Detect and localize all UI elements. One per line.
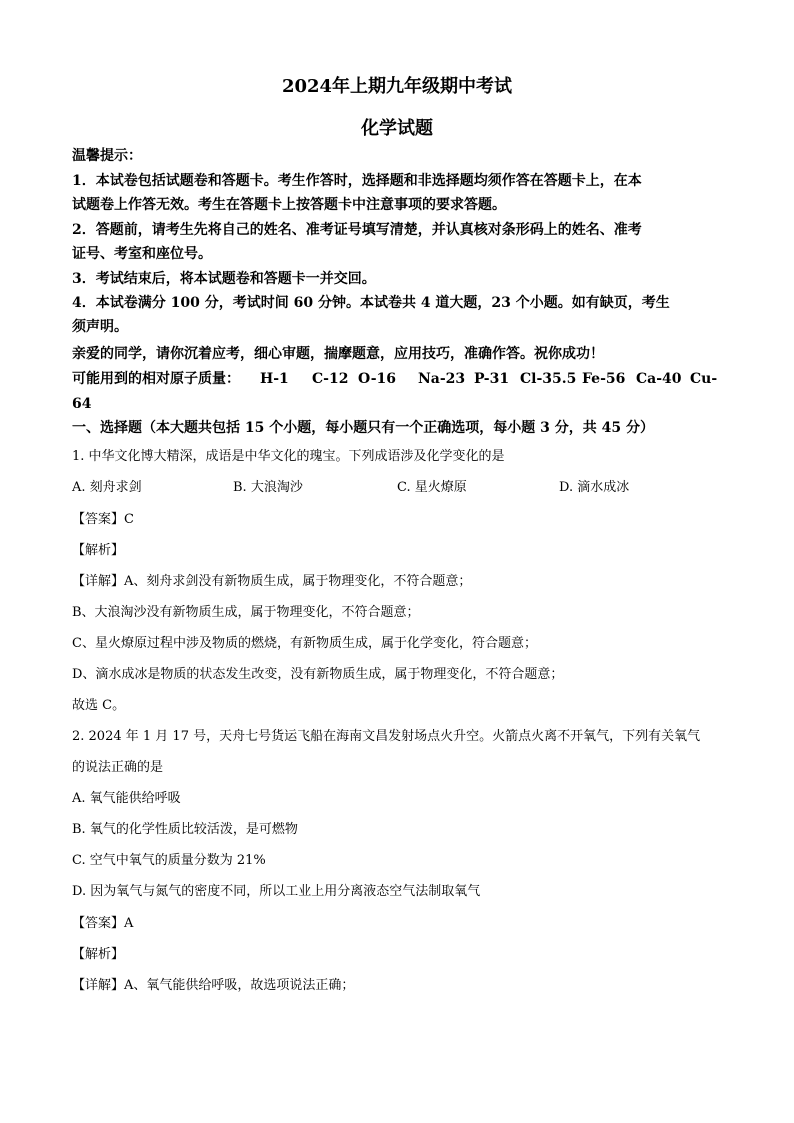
q2-analysis-tag: 【解析】 xyxy=(72,947,125,962)
q2-stem-line-2: 的说法正确的是 xyxy=(72,760,164,775)
notice-line-8: 亲爱的同学，请你沉着应考，细心审题，揣摩题意，应用技巧，准确作答。祝你成功！ xyxy=(72,346,604,362)
answer-tag: 【答案】 xyxy=(72,512,125,527)
atomic-mass-h: H-1 xyxy=(260,371,289,387)
notice-line-2: 试题卷上作答无效。考生在答题卡上按答题卡中注意事项的要求答题。 xyxy=(72,197,506,213)
q1-option-b: B. 大浪淘沙 xyxy=(233,480,303,495)
atomic-mass-na: Na-23 xyxy=(418,371,466,387)
detail-tag: 【详解】 xyxy=(72,574,125,589)
atomic-mass-cu: Cu- xyxy=(690,371,718,387)
atomic-mass-fe: Fe-56 xyxy=(582,371,626,387)
page-subtitle: 化学试题 xyxy=(361,118,433,139)
notice-line-4: 证号、考室和座位号。 xyxy=(72,246,212,262)
detail-text: A、刻舟求剑没有新物质生成，属于物理变化，不符合题意； xyxy=(124,574,472,589)
q1-detail-b: B、大浪淘沙没有新物质生成，属于物理变化，不符合题意； xyxy=(72,605,420,620)
answer-value: A xyxy=(124,916,134,931)
notice-line-7: 须声明。 xyxy=(72,319,128,335)
q1-answer xyxy=(72,511,134,529)
notice-line-5: 3．考试结束后，将本试题卷和答题卡一并交回。 xyxy=(72,271,376,287)
section-heading: 一、选择题（本大题共包括 15 个小题，每小题只有一个正确选项，每小题 3 分，共 45 分） xyxy=(72,420,654,436)
page-title: 2024年上期九年级期中考试 xyxy=(281,76,513,97)
q1-conclusion: 故选 C。 xyxy=(72,698,126,713)
atomic-mass-cu-value: 64 xyxy=(72,396,92,412)
atomic-mass-ca: Ca-40 xyxy=(636,371,682,387)
q1-option-d: D. 滴水成冰 xyxy=(559,480,630,495)
answer-tag: 【答案】 xyxy=(72,916,125,931)
notice-line-3: 2．答题前，请考生先将自己的姓名、准考证号填写清楚，并认真核对条形码上的姓名、准考 xyxy=(72,222,642,238)
atomic-mass-p: P-31 xyxy=(474,371,510,387)
notice-line-1: 1．本试卷包括试题卷和答题卡。考生作答时，选择题和非选择题均须作答在答题卡上，在本 xyxy=(72,173,642,189)
q2-option-a: A. 氧气能供给呼吸 xyxy=(72,791,181,806)
q2-option-c: C. 空气中氧气的质量分数为 21% xyxy=(72,853,266,868)
q2-option-d: D. 因为氧气与氮气的密度不同，所以工业上用分离液态空气法制取氧气 xyxy=(72,884,481,899)
q1-option-c: C. 星火燎原 xyxy=(397,480,467,495)
q2-option-b: B. 氧气的化学性质比较活泼，是可燃物 xyxy=(72,822,298,837)
q1-analysis-tag: 【解析】 xyxy=(72,543,125,558)
q1-detail-d: D、滴水成冰是物质的状态发生改变，没有新物质生成，属于物理变化，不符合题意； xyxy=(72,667,564,682)
q2-answer xyxy=(72,915,133,933)
atomic-mass-cl: Cl-35.5 xyxy=(520,371,577,387)
notice-heading: 温馨提示： xyxy=(72,148,142,164)
q1-stem: 1. 中华文化博大精深，成语是中华文化的瑰宝。下列成语涉及化学变化的是 xyxy=(72,449,505,464)
atomic-mass-c: C-12 xyxy=(312,371,349,387)
q1-detail-c: C、星火燎原过程中涉及物质的燃烧，有新物质生成，属于化学变化，符合题意； xyxy=(72,636,537,651)
atomic-mass-o: O-16 xyxy=(358,371,397,387)
answer-value: C xyxy=(124,512,134,527)
q1-detail-a xyxy=(72,573,471,591)
q1-option-a: A. 刻舟求剑 xyxy=(72,480,142,495)
atomic-mass-label: 可能用到的相对原子质量： xyxy=(72,371,240,387)
detail-text: A、氧气能供给呼吸，故选项说法正确； xyxy=(124,978,355,993)
q2-detail-a xyxy=(72,977,354,995)
q2-stem-line-1: 2. 2024 年 1 月 17 号，天舟七号货运飞船在海南文昌发射场点火升空。火箭点火离不开氧气，下列有关氧气 xyxy=(72,729,701,744)
notice-line-6: 4．本试卷满分 100 分，考试时间 60 分钟。本试卷共 4 道大题，23 个小题。如有缺页，考生 xyxy=(72,295,670,311)
detail-tag: 【详解】 xyxy=(72,978,125,993)
